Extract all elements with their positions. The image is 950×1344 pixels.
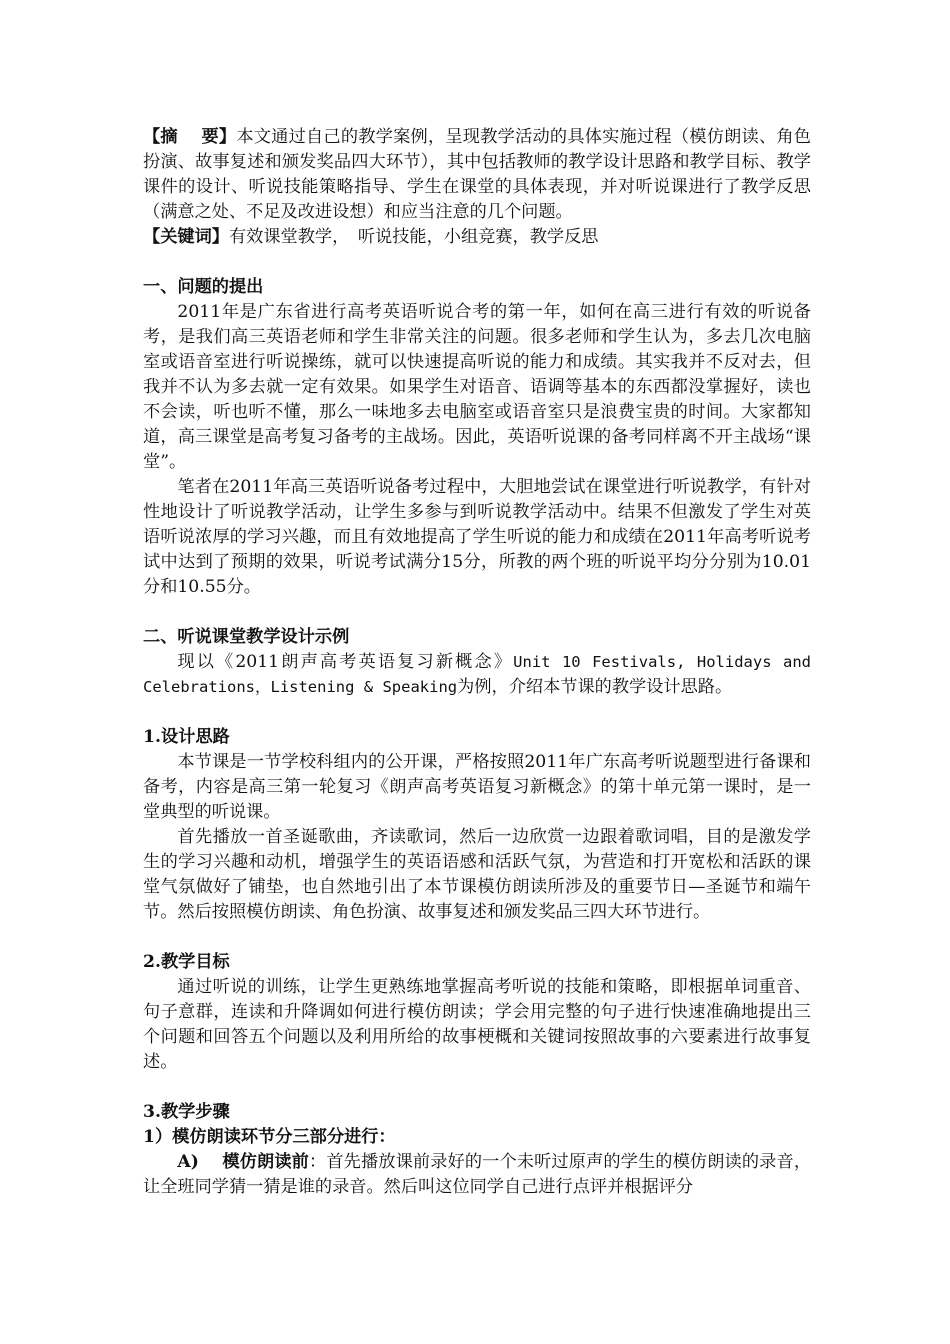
stepA-label: A) 模仿朗读前	[177, 1152, 309, 1172]
abstract-text: 本文通过自己的教学案例，呈现教学活动的具体实施过程（模仿朗读、角色扮演、故事复述和颁发奖品四大环节），其中包括教师的教学设计思路和教学目标、教学课件的设计、听说技能策略指导、学生在课堂的具体表现，并对听说课进行了教学反思（满意之处、不足及改进设想）和应当注意的几个问题。	[143, 127, 811, 222]
sub2-paragraph-1: 通过听说的训练，让学生更熟练地掌握高考听说的技能和策略，即根据单词重音、句子意群，连读和升降调如何进行模仿朗读；学会用完整的句子进行快速准确地提出三个问题和回答五个问题以及利用所给的故事梗概和关键词按照故事的六要素进行故事复述。	[143, 977, 811, 1072]
section1-paragraph-1: 2011年是广东省进行高考英语听说合考的第一年，如何在高三进行有效的听说备考，是我们高三英语老师和学生非常关注的问题。很多老师和学生认为，多去几次电脑室或语音室进行听说操练，就可以快速提高听说的能力和成绩。其实我并不反对去，但我并不认为多去就一定有效果。如果学生对语音、语调等基本的东西都没掌握好，读也不会读，听也听不懂，那么一味地多去电脑室或语音室只是浪费宝贵的时间。大家都知道，高三课堂是高考复习备考的主战场。因此，英语听说课的备考同样离不开主战场“课堂”。	[143, 302, 811, 472]
section1-heading: 一、问题的提出	[143, 277, 264, 297]
stepA-text: ：首先播放课前录好的一个未听过原声的学生的模仿朗读的录音，让全班同学猜一猜是谁的录音。然后叫这位同学自己进行点评并根据评分	[143, 1152, 812, 1197]
stepA-paragraph	[143, 1150, 811, 1200]
section2-intro-before: 现以《2011朗声高考英语复习新概念》	[177, 652, 514, 672]
sub1-heading: 1.设计思路	[143, 727, 230, 747]
sub2-heading: 2.教学目标	[143, 952, 230, 972]
section2-heading: 二、听说课堂教学设计示例	[143, 627, 350, 647]
keywords-label: 【关键词】	[143, 227, 229, 247]
sub3-heading: 3.教学步骤	[143, 1102, 230, 1122]
abstract-label: 【摘 要】	[143, 127, 237, 147]
keywords-paragraph	[143, 225, 811, 250]
section2-intro-after: 为例，介绍本节课的教学设计思路。	[457, 677, 733, 697]
step1-heading: 1）模仿朗读环节分三部分进行：	[143, 1127, 396, 1147]
sub1-paragraph-1: 本节课是一节学校科组内的公开课，严格按照2011年广东高考听说题型进行备课和备考，内容是高三第一轮复习《朗声高考英语复习新概念》的第十单元第一课时，是一堂典型的听说课。	[143, 752, 811, 822]
keywords-text: 有效课堂教学， 听说技能，小组竞赛，教学反思	[228, 227, 599, 247]
sub1-paragraph-2: 首先播放一首圣诞歌曲，齐读歌词，然后一边欣赏一边跟着歌词唱，目的是激发学生的学习兴趣和动机，增强学生的英语语感和活跃气氛，为营造和打开宽松和活跃的课堂气氛做好了铺垫，也自然地引出了本节课模仿朗读所涉及的重要节日—圣诞节和端午节。然后按照模仿朗读、角色扮演、故事复述和颁发奖品三四大环节进行。	[143, 827, 811, 922]
section2-intro	[143, 650, 811, 700]
document-page	[143, 125, 811, 1200]
section2-intro-english: Unit 10 Festivals, Holidays and Celebrations，Listening & Speaking	[143, 653, 811, 696]
section1-paragraph-2: 笔者在2011年高三英语听说备考过程中，大胆地尝试在课堂进行听说教学，有针对性地设计了听说教学活动，让学生多参与到听说教学活动中。结果不但激发了学生对英语听说浓厚的学习兴趣，而且有效地提高了学生听说的能力和成绩在2011年高考听说考试中达到了预期的效果，听说考试满分15分，所教的两个班的听说平均分分别为10.01分和10.55分。	[143, 477, 811, 597]
abstract-paragraph	[143, 125, 811, 225]
